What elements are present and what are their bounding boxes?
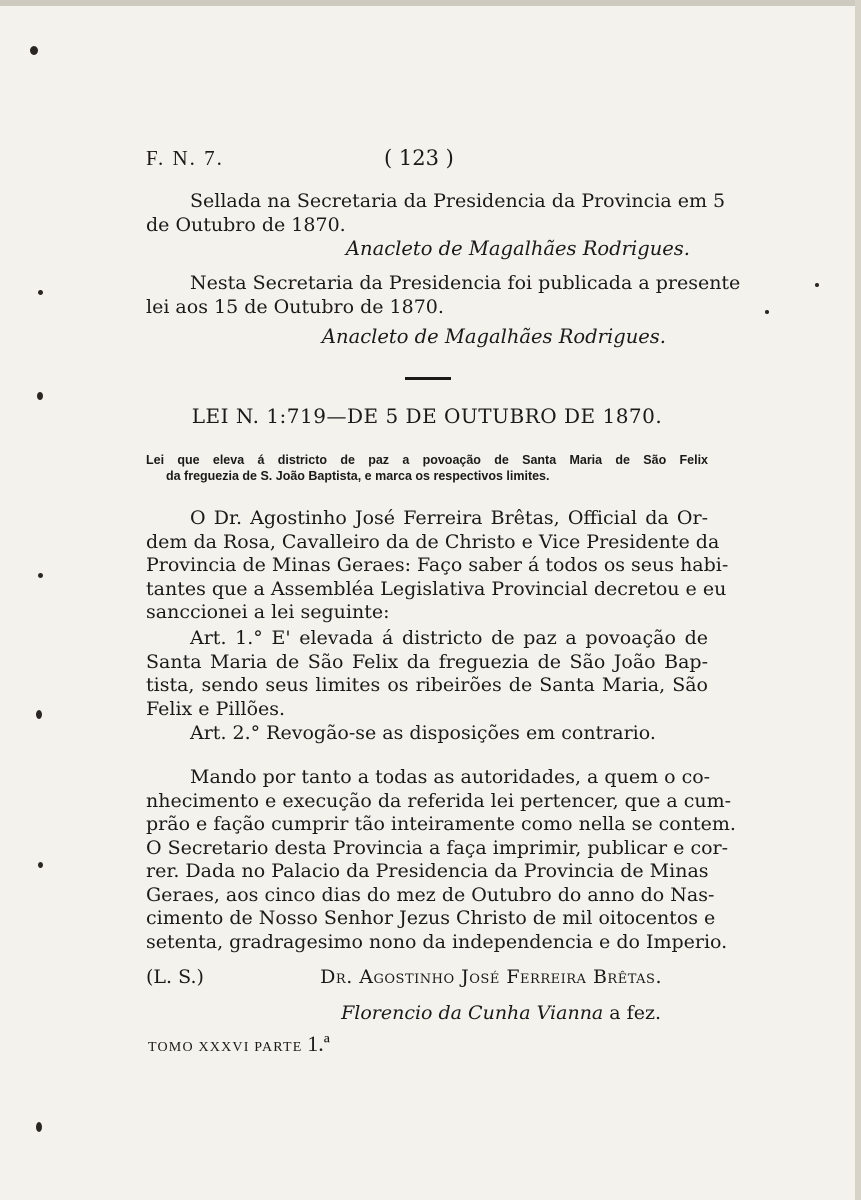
ink-speck <box>37 392 43 400</box>
closing-paragraph <box>146 766 736 954</box>
text-line: rer. Dada no Palacio da Presidencia da Provincia de Minas <box>146 860 709 882</box>
scan-edge-right <box>855 0 861 1200</box>
text-line: Geraes, aos cinco dias do mez de Outubro do anno do Nas- <box>146 883 715 906</box>
printer-signature: F. N. 7. <box>146 146 224 170</box>
text-line: sanccionei a lei seguinte: <box>146 601 390 623</box>
text-line: lei aos 15 de Outubro de 1870. <box>146 295 444 318</box>
ink-speck <box>38 862 43 868</box>
section-divider <box>405 377 451 380</box>
text-line: Art. 1.° E' elevada á districto de paz a povoação de <box>190 627 708 649</box>
law-summary <box>146 452 708 484</box>
ink-speck <box>38 573 43 578</box>
secretary-signature: Anacleto de Magalhães Rodrigues. <box>321 325 666 348</box>
law-title: LEI N. 1:719—DE 5 DE OUTUBRO DE 1870. <box>191 404 663 428</box>
text-line: prão e fação cumprir tão inteiramente como nella se contem. <box>146 813 736 835</box>
volume-footer <box>148 1031 330 1057</box>
vice-president-signature: Dr. Agostinho José Ferreira Brêtas. <box>320 966 662 988</box>
seal-mark: (L. S.) <box>146 966 204 988</box>
text-line: Felix e Pillões. <box>146 697 286 720</box>
text-line: Provincia de Minas Geraes: Faço saber á todos os seus habi- <box>146 554 729 576</box>
ink-speck <box>38 290 43 295</box>
ink-speck <box>815 283 819 287</box>
text-line: Nesta Secretaria da Presidencia foi publicada a presente <box>190 272 741 294</box>
text-line: O Secretario desta Provincia a faça imprimir, publicar e cor- <box>146 836 729 859</box>
summary-line: Lei que eleva á districto de paz a povoação de Santa Maria de São Felix <box>146 453 708 467</box>
scribe-name: Florencio da Cunha Vianna <box>341 1002 604 1024</box>
text-line: de Outubro de 1870. <box>146 213 346 236</box>
text-line: Mando por tanto a todas as autoridades, a quem o co- <box>190 766 711 788</box>
ink-speck <box>36 710 42 719</box>
text-line: nhecimento e execução da referida lei pertencer, que a cum- <box>146 789 732 812</box>
text-line: tista, sendo seus limites os ribeirões de Santa Maria, São <box>146 674 708 696</box>
text-line: Art. 2.° Revogão-se as disposições em contrario. <box>190 722 656 744</box>
article-1 <box>146 627 708 721</box>
scribe-suffix: a fez. <box>603 1002 661 1024</box>
volume-label: TOMO XXXVI PARTE <box>148 1040 308 1055</box>
page-header <box>146 146 706 176</box>
ink-speck <box>765 310 769 314</box>
preamble <box>146 507 729 625</box>
text-line: tantes que a Assembléa Legislativa Provincial decretou e eu <box>146 577 727 600</box>
secretary-signature: Anacleto de Magalhães Rodrigues. <box>345 237 690 260</box>
seal-block <box>146 190 726 261</box>
page-number: ( 123 ) <box>384 146 454 170</box>
text-line: dem da Rosa, Cavalleiro da de Christo e Vice Presidente da <box>146 530 720 553</box>
publication-block <box>146 272 741 349</box>
text-line: cimento de Nosso Senhor Jezus Christo de mil oitocentos e <box>146 907 716 929</box>
text-line: setenta, gradragesimo nono da independencia e do Imperio. <box>146 930 728 953</box>
text-line: O Dr. Agostinho José Ferreira Brêtas, Official da Or- <box>190 507 708 529</box>
volume-part: 1.ª <box>307 1031 330 1056</box>
scan-edge-top <box>0 0 861 6</box>
text-line: Sellada na Secretaria da Presidencia da Provincia em 5 <box>190 190 726 212</box>
article-2 <box>146 722 708 746</box>
signature-row <box>146 966 708 992</box>
summary-line: da freguezia de S. João Baptista, e marca os respectivos limites. <box>166 469 550 483</box>
ink-speck <box>30 46 38 55</box>
text-line: Santa Maria de São Felix da freguezia de São João Bap- <box>146 650 708 673</box>
ink-speck <box>36 1122 42 1132</box>
scribe-line <box>341 1002 661 1024</box>
